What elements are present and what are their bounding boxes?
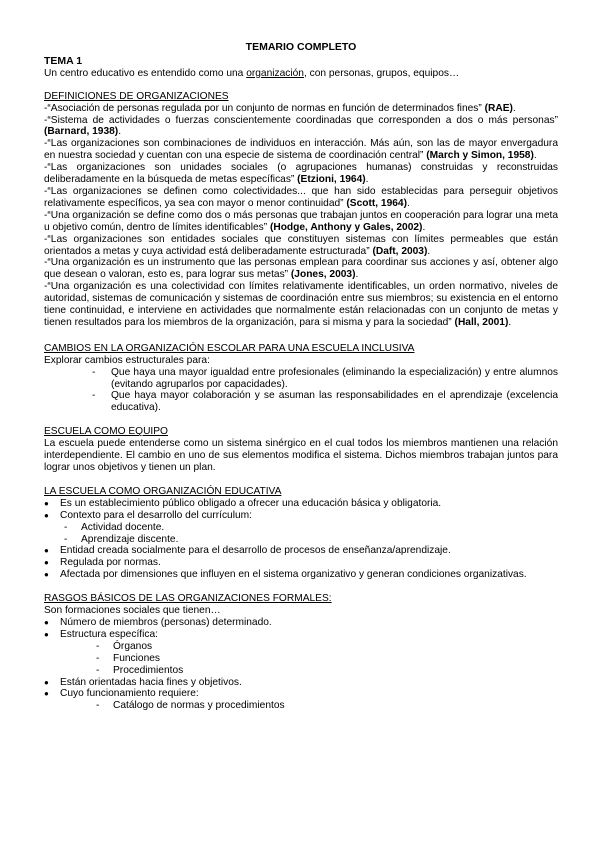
- definition-citation: (Scott, 1964): [346, 197, 407, 209]
- definition-citation: (RAE): [484, 102, 513, 114]
- sublist-item: - Catálogo de normas y procedimientos: [96, 700, 558, 712]
- section-tema: TEMA 1: [44, 54, 83, 67]
- definition-end: .: [427, 245, 431, 257]
- list-item: ● Número de miembros (personas) determinado.: [44, 617, 558, 629]
- sublist-item: - Aprendizaje discente.: [64, 534, 558, 546]
- definition-text: -“Las organizaciones son entidades sociales que constituyen sistemas con límites permeables que están orientados a metas y cuya actividad está deliberadamente estructurada”: [44, 233, 558, 257]
- list-item: - Que haya una mayor igualdad entre profesionales (eliminando la especialización) y entre alumnos (evitando agruparlos por capacidades).: [92, 367, 558, 391]
- list-item: ● Regulada por normas.: [44, 557, 558, 569]
- heading-cambios: CAMBIOS EN LA ORGANIZACIÓN ESCOLAR PARA UNA ESCUELA INCLUSIVA: [44, 342, 415, 354]
- sublist-item: - Órganos: [96, 641, 558, 653]
- intro-before: Un centro educativo es entendido como una: [44, 67, 247, 79]
- heading-organizacion: LA ESCUELA COMO ORGANIZACIÓN EDUCATIVA: [44, 485, 282, 497]
- definition-end: .: [422, 221, 426, 233]
- definition-end: .: [118, 126, 122, 138]
- list-item: [44, 688, 558, 712]
- definition-end: .: [406, 197, 410, 209]
- definition-text: -“Sistema de actividades o fuerzas conscientemente coordinadas que corresponden a dos o más personas”: [44, 114, 558, 126]
- intro-paragraph: [44, 68, 558, 80]
- definition-item: [44, 234, 558, 258]
- definition-citation: (Jones, 2003): [290, 269, 356, 281]
- list-item: - Que haya mayor colaboración y se asuman las responsabilidades en el aprendizaje (excelencia educativa).: [92, 390, 558, 414]
- definition-citation: (Barnard, 1938): [44, 126, 119, 138]
- definition-text: -“Una organización es una colectividad con límites relativamente identificables, un orden normativo, niveles de autoridad, sistemas de comunicación y sistemas de coordinación entre sus miembros; su existencia en el entorno tiene continuidad, e interviene en actividades que normalmente están relacionadas con un conjunto de metas y tienen resultados para los miembros de la organización, para si misma y para la sociedad”: [44, 281, 558, 328]
- definition-end: .: [365, 174, 369, 186]
- definition-citation: (March y Simon, 1958): [426, 150, 534, 162]
- definition-citation: (Etzioni, 1964): [297, 174, 366, 186]
- definition-text: -“Una organización se define como dos o más personas que trabajan juntos en cooperación para lograr una meta u objetivo común, dentro de límites identificables”: [44, 209, 558, 233]
- rasgos-lead: Son formaciones sociales que tienen…: [44, 605, 221, 617]
- definition-end: .: [508, 316, 512, 328]
- heading-definiciones: DEFINICIONES DE ORGANIZACIONES: [44, 90, 229, 102]
- list-item: ● Afectada por dimensiones que influyen en el sistema organizativo y generan condiciones organizativas.: [44, 569, 558, 581]
- rasgos-list: [44, 617, 558, 712]
- list-item-text: Contexto para el desarrollo del currículum:: [60, 509, 252, 521]
- document-title: TEMARIO COMPLETO: [245, 41, 357, 53]
- definition-item: [44, 210, 558, 234]
- definition-item: [44, 115, 558, 139]
- definition-item: [44, 281, 558, 329]
- definition-citation: (Hall, 2001): [454, 316, 509, 328]
- sublist-item: - Funciones: [96, 653, 558, 665]
- definition-end: .: [533, 150, 537, 162]
- definition-text: -“Asociación de personas regulada por un conjunto de normas en función de determinados fines”: [44, 102, 485, 114]
- definition-text: -“Las organizaciones se definen como colectividades... que han sido establecidas para perseguir objetivos relativamente específicos, ya sea con mayor o menor continuidad”: [44, 185, 558, 209]
- cambios-lead: Explorar cambios estructurales para:: [44, 354, 210, 366]
- definition-item: [44, 186, 558, 210]
- equipo-paragraph: La escuela puede entenderse como un sistema sinérgico en el cual todos los miembros mantienen una relación interdependiente. El cambio en uno de sus elementos modifica el sistema. Dichos miembros trabajan juntos para lograr unos objetivos y tienen un plan.: [44, 438, 558, 473]
- definition-text: -“Las organizaciones son combinaciones de individuos en interacción. Más aún, son las de mayor envergadura en nuestra sociedad y cuentan con una especie de sistema de coordinación central”: [44, 138, 558, 162]
- organizacion-list: [44, 498, 558, 581]
- heading-equipo: ESCUELA COMO EQUIPO: [44, 426, 168, 438]
- sublist: [60, 641, 558, 677]
- list-item: [44, 629, 558, 677]
- list-item: ● Están orientadas hacia fines y objetivos.: [44, 677, 558, 689]
- definition-end: .: [355, 269, 359, 281]
- definition-end: .: [512, 102, 516, 114]
- cambios-list: [44, 367, 558, 415]
- document-content: [44, 42, 558, 712]
- list-item: [44, 510, 558, 546]
- list-item-text: Cuyo funcionamiento requiere:: [60, 688, 199, 700]
- definition-citation: (Hodge, Anthony y Gales, 2002): [269, 221, 423, 233]
- intro-link: organización: [246, 67, 304, 79]
- list-item-text: Estructura específica:: [60, 628, 158, 640]
- list-item: ● Entidad creada socialmente para el desarrollo de procesos de enseñanza/aprendizaje.: [44, 545, 558, 557]
- list-item: ● Es un establecimiento público obligado a ofrecer una educación básica y obligatoria.: [44, 498, 558, 510]
- definition-item: [44, 162, 558, 186]
- definition-text: -“Las organizaciones son unidades sociales (o agrupaciones humanas) construidas y reconstruidas deliberadamente en la búsqueda de metas específicas”: [44, 162, 558, 186]
- definition-item: [44, 257, 558, 281]
- definitions-list: [44, 103, 558, 329]
- definition-item: [44, 138, 558, 162]
- sublist: [60, 522, 558, 546]
- definition-citation: (Daft, 2003): [372, 245, 428, 257]
- sublist-item: - Procedimientos: [96, 665, 558, 677]
- heading-rasgos: RASGOS BÁSICOS DE LAS ORGANIZACIONES FORMALES:: [44, 593, 332, 605]
- intro-after: , con personas, grupos, equipos…: [303, 67, 460, 79]
- sublist-item: - Actividad docente.: [64, 522, 558, 534]
- sublist: [60, 700, 558, 712]
- definition-text: -“Una organización es un instrumento que las personas emplean para coordinar sus acciones y así, obtener algo que desean o valoran, esto es, para lograr sus metas”: [44, 257, 558, 281]
- definition-item: [44, 103, 558, 115]
